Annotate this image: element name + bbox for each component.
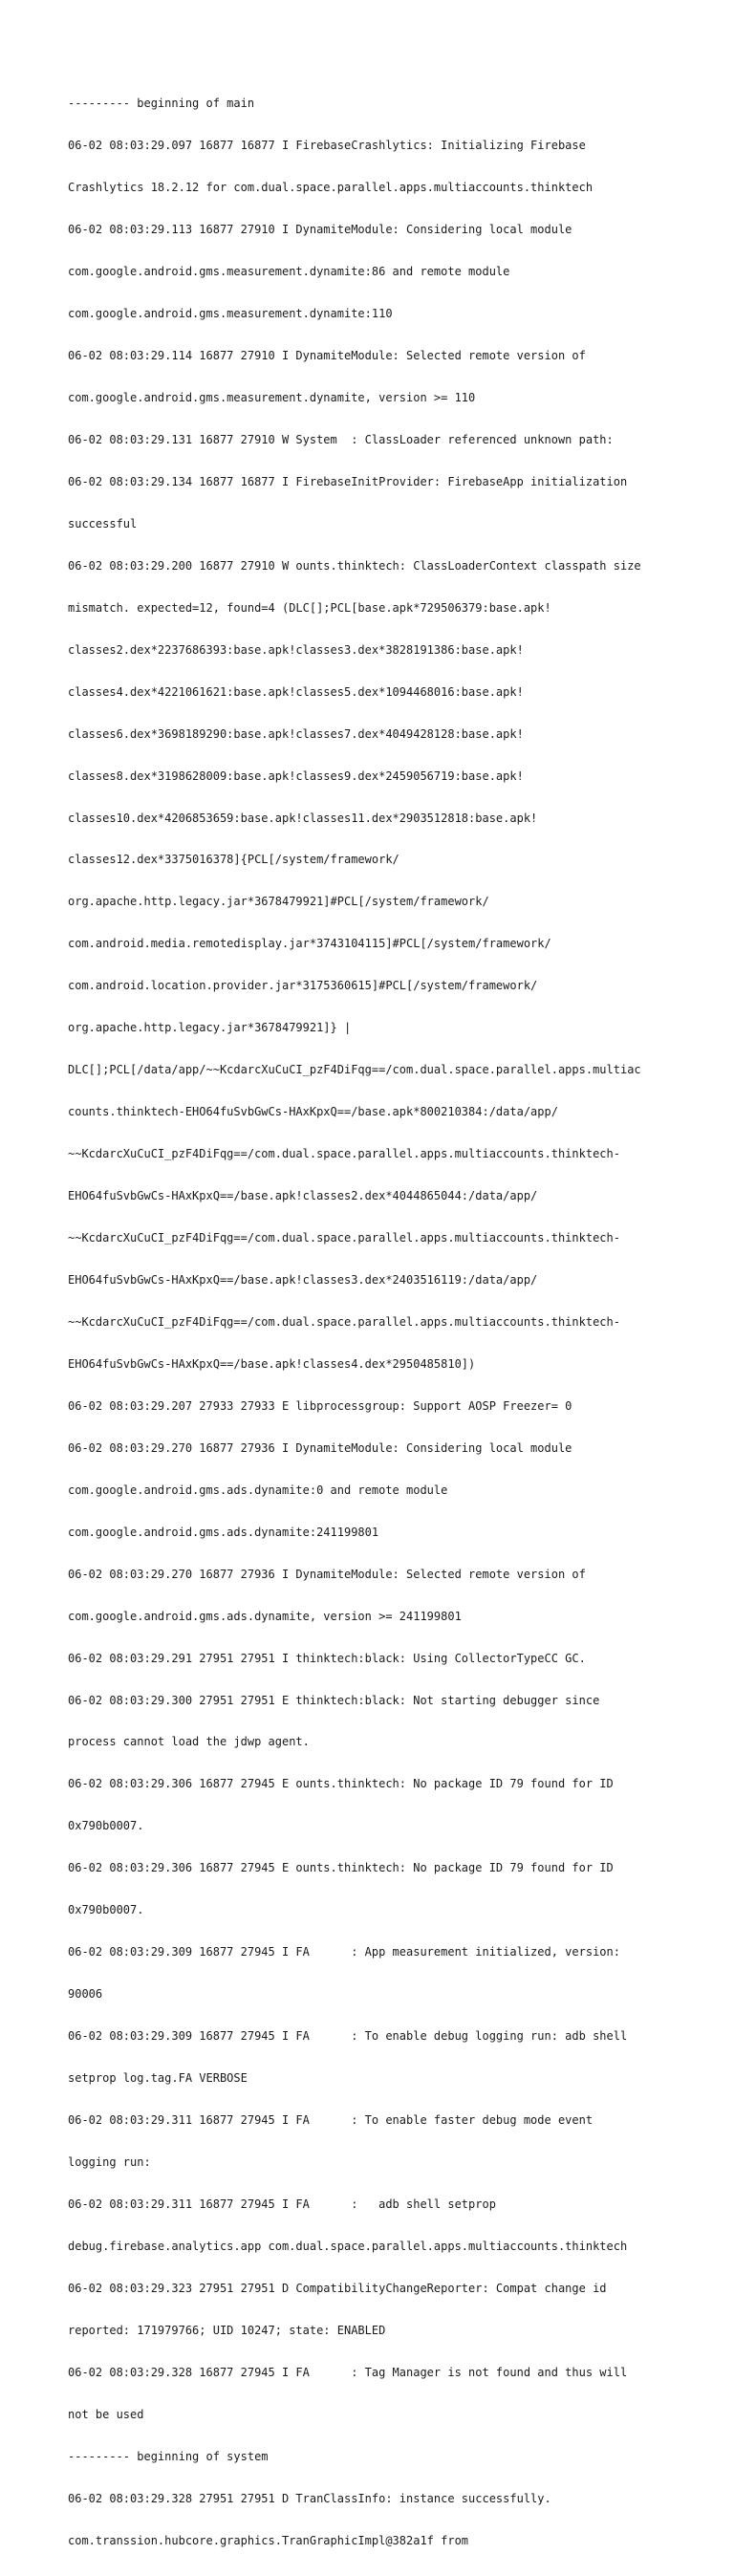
log-line: successful	[68, 516, 138, 530]
log-line: ~~KcdarcXuCuCI_pzF4DiFqg==/com.dual.space.parallel.apps.multiaccounts.thinktech-	[68, 1231, 620, 1245]
log-line: debug.firebase.analytics.app com.dual.space.parallel.apps.multiaccounts.thinktech	[68, 2239, 628, 2253]
log-line: org.apache.http.legacy.jar*3678479921]#PCL[/system/framework/	[68, 895, 489, 909]
log-line: classes2.dex*2237686393:base.apk!classes3.dex*3828191386:base.apk!	[68, 642, 524, 657]
log-line: DLC[];PCL[/data/app/~~KcdarcXuCuCI_pzF4DiFqg==/com.dual.space.parallel.apps.multiac	[68, 1063, 641, 1077]
log-line: EHO64fuSvbGwCs-HAxKpxQ==/base.apk!classes3.dex*2403516119:/data/app/	[68, 1273, 538, 1287]
log-line: classes10.dex*4206853659:base.apk!classes11.dex*2903512818:base.apk!	[68, 811, 538, 825]
logcat-text-block	[68, 69, 727, 2576]
log-line: com.android.location.provider.jar*3175360615]#PCL[/system/framework/	[68, 979, 538, 993]
log-line: classes12.dex*3375016378]{PCL[/system/framework/	[68, 853, 399, 867]
log-line: Crashlytics 18.2.12 for com.dual.space.parallel.apps.multiaccounts.thinktech	[68, 181, 594, 195]
log-line: ~~KcdarcXuCuCI_pzF4DiFqg==/com.dual.space.parallel.apps.multiaccounts.thinktech-	[68, 1314, 620, 1329]
log-line: mismatch. expected=12, found=4 (DLC[];PCL[base.apk*729506379:base.apk!	[68, 600, 551, 615]
log-line: 06-02 08:03:29.311 16877 27945 I FA : adb shell setprop	[68, 2197, 496, 2211]
log-line: --------- beginning of main	[68, 97, 255, 111]
log-line: 06-02 08:03:29.300 27951 27951 E thinktech:black: Not starting debugger since	[68, 1693, 600, 1707]
log-line: 06-02 08:03:29.328 16877 27945 I FA : Tag Manager is not found and thus will	[68, 2365, 628, 2379]
log-line: ~~KcdarcXuCuCI_pzF4DiFqg==/com.dual.space.parallel.apps.multiaccounts.thinktech-	[68, 1147, 620, 1161]
log-line: classes6.dex*3698189290:base.apk!classes7.dex*4049428128:base.apk!	[68, 726, 524, 741]
log-line: 06-02 08:03:29.309 16877 27945 I FA : App measurement initialized, version:	[68, 1945, 620, 1959]
log-line: com.google.android.gms.measurement.dynamite, version >= 110	[68, 390, 476, 404]
log-line: 0x790b0007.	[68, 1819, 144, 1833]
log-line: com.google.android.gms.measurement.dynamite:110	[68, 307, 393, 321]
log-line: process cannot load the jdwp agent.	[68, 1735, 310, 1749]
log-line: 06-02 08:03:29.113 16877 27910 I DynamiteModule: Considering local module	[68, 223, 572, 237]
log-line: org.apache.http.legacy.jar*3678479921]} |	[68, 1021, 352, 1035]
log-line: 06-02 08:03:29.114 16877 27910 I DynamiteModule: Selected remote version of	[68, 349, 586, 363]
log-line: 06-02 08:03:29.306 16877 27945 E ounts.thinktech: No package ID 79 found for ID	[68, 1861, 614, 1875]
log-line: logging run:	[68, 2155, 151, 2170]
log-line: 06-02 08:03:29.134 16877 16877 I FirebaseInitProvider: FirebaseApp initialization	[68, 474, 628, 488]
log-line: 06-02 08:03:29.309 16877 27945 I FA : To enable debug logging run: adb shell	[68, 2029, 628, 2044]
log-line: 06-02 08:03:29.323 27951 27951 D CompatibilityChangeReporter: Compat change id	[68, 2281, 607, 2295]
log-line: 06-02 08:03:29.097 16877 16877 I FirebaseCrashlytics: Initializing Firebase	[68, 139, 586, 153]
log-line: 06-02 08:03:29.306 16877 27945 E ounts.thinktech: No package ID 79 found for ID	[68, 1777, 614, 1791]
log-line: EHO64fuSvbGwCs-HAxKpxQ==/base.apk!classes4.dex*2950485810])	[68, 1356, 476, 1371]
log-line: com.google.android.gms.ads.dynamite:241199801	[68, 1525, 379, 1539]
log-line: 06-02 08:03:29.200 16877 27910 W ounts.thinktech: ClassLoaderContext classpath size	[68, 558, 641, 573]
log-line: 06-02 08:03:29.270 16877 27936 I DynamiteModule: Selected remote version of	[68, 1567, 586, 1581]
log-line: com.android.media.remotedisplay.jar*3743104115]#PCL[/system/framework/	[68, 937, 551, 951]
log-line: 90006	[68, 1987, 103, 2002]
log-line: not be used	[68, 2407, 144, 2421]
log-line: com.transsion.hubcore.graphics.TranGraphicImpl@382a1f from	[68, 2533, 469, 2547]
log-line: com.google.android.gms.measurement.dynamite:86 and remote module	[68, 265, 510, 279]
log-line: classes4.dex*4221061621:base.apk!classes5.dex*1094468016:base.apk!	[68, 684, 524, 699]
log-line: 06-02 08:03:29.328 27951 27951 D TranClassInfo: instance successfully.	[68, 2491, 551, 2505]
log-line: --------- beginning of system	[68, 2449, 269, 2463]
log-line: 06-02 08:03:29.291 27951 27951 I thinktech:black: Using CollectorTypeCC GC.	[68, 1651, 586, 1665]
log-line: 06-02 08:03:29.131 16877 27910 W System : ClassLoader referenced unknown path:	[68, 432, 614, 446]
log-line: reported: 171979766; UID 10247; state: ENABLED	[68, 2323, 386, 2337]
log-line: 06-02 08:03:29.311 16877 27945 I FA : To enable faster debug mode event	[68, 2113, 594, 2128]
log-line: 06-02 08:03:29.207 27933 27933 E libprocessgroup: Support AOSP Freezer= 0	[68, 1398, 572, 1413]
log-line: 06-02 08:03:29.270 16877 27936 I DynamiteModule: Considering local module	[68, 1440, 572, 1455]
log-line: 0x790b0007.	[68, 1903, 144, 1917]
log-line: com.google.android.gms.ads.dynamite:0 and remote module	[68, 1483, 448, 1497]
log-line: setprop log.tag.FA VERBOSE	[68, 2071, 248, 2086]
log-line: EHO64fuSvbGwCs-HAxKpxQ==/base.apk!classes2.dex*4044865044:/data/app/	[68, 1189, 538, 1203]
log-line: com.google.android.gms.ads.dynamite, version >= 241199801	[68, 1609, 462, 1623]
log-line: classes8.dex*3198628009:base.apk!classes9.dex*2459056719:base.apk!	[68, 768, 524, 783]
log-line: counts.thinktech-EHO64fuSvbGwCs-HAxKpxQ==/base.apk*800210384:/data/app/	[68, 1105, 558, 1119]
